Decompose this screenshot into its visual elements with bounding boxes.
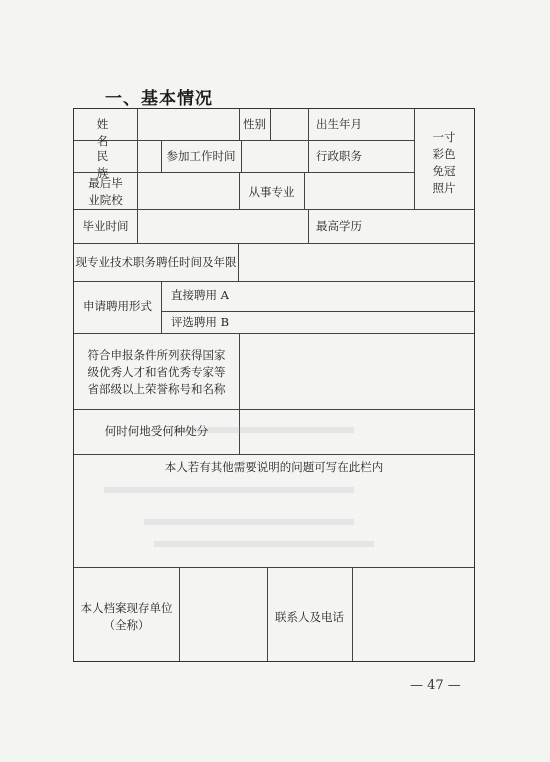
- honors-label: 符合申报条件所列获得国家 级优秀人才和省优秀专家等 省部级以上荣誉称号和名称: [87, 348, 226, 396]
- tenure-label: 现专业技术职务聘任时间及年限: [75, 255, 237, 269]
- penalty-label: 何时何地受何种处分: [104, 424, 209, 438]
- grad-time-label: 毕业时间: [82, 219, 129, 233]
- work-start-label: 参加工作时间: [166, 149, 236, 163]
- section-title: 一、基本情况: [105, 89, 213, 109]
- ethnicity-label: 民族: [96, 149, 127, 180]
- notes-label: 本人若有其他需要说明的问题可写在此栏内: [164, 460, 384, 474]
- highest-edu-label: 最高学历: [316, 219, 362, 233]
- archive-unit-label: 本人档案现存单位 （全称）: [80, 601, 173, 632]
- birth-label: 出生年月: [316, 117, 362, 131]
- direct-hire-label: 直接聘用 A: [171, 288, 229, 302]
- photo-placeholder: 一寸 彩色 免冠 照片: [432, 130, 456, 195]
- admin-post-label: 行政职务: [316, 149, 362, 163]
- major-label: 从事专业: [248, 185, 295, 199]
- gender-label: 性别: [243, 117, 266, 131]
- page-number: — 47 —: [410, 678, 461, 693]
- contact-label: 联系人及电话: [275, 610, 344, 624]
- selective-hire-label: 评选聘用 B: [170, 315, 230, 329]
- grad-school-label: 最后毕 业院校: [88, 176, 123, 207]
- apply-form-label: 申请聘用形式: [83, 299, 152, 313]
- name-label: 姓名: [96, 117, 127, 148]
- application-form-table: [73, 108, 475, 662]
